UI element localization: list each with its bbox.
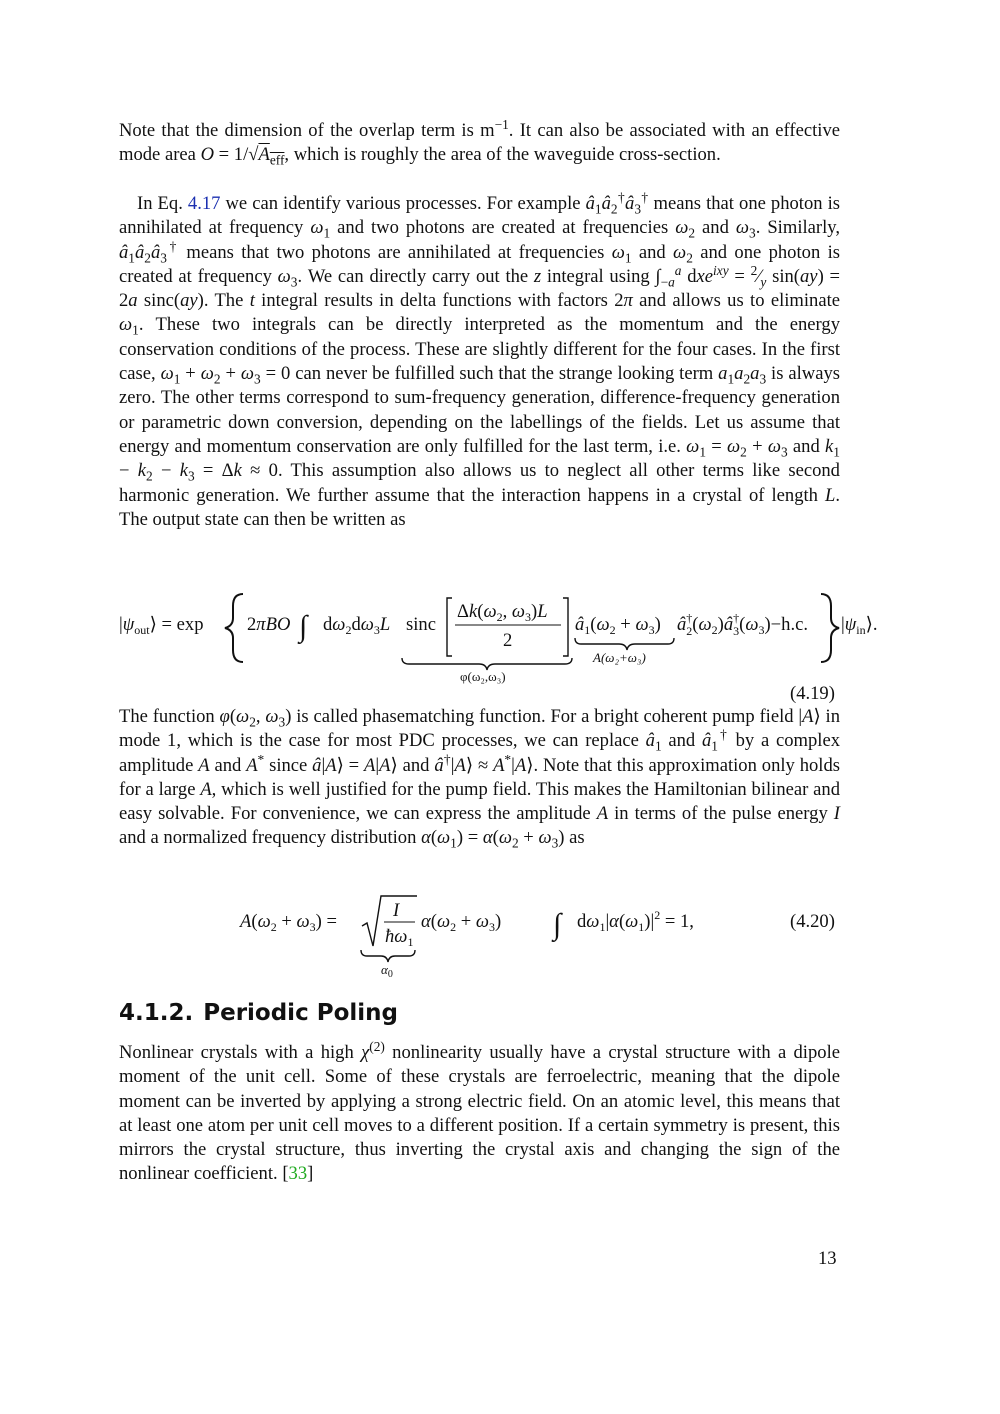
paragraph-phasematching: The function $\varphi(\omega_2$, $\omega_3$) is called phasematching function. For a bright coherent pump field |A⟩ in mode 1, which is the case for most PDC processes, we can replace $â_1$ and $â_1^\dagger$ by a complex amplitude A and A* since â|A⟩ = A|A⟩ and â†|A⟩ ≈ A*|A⟩. Note that this approximation only holds for a large A, which is well justified for the pump field. This makes the Hamiltonian bilinear and easy solvable. For convenience, we can express the amplitude A in terms of the pulse energy I and a normalized frequency distribution $\alpha(\omega_1) = \alpha(\omega_2 + \omega_3)$ as bbox=[119, 706, 841, 852]
svg-text:I: I bbox=[393, 900, 400, 921]
svg-text:2πBO: 2πBO bbox=[247, 614, 291, 635]
svg-text:sinc: sinc bbox=[406, 614, 436, 635]
section-title: Periodic Poling bbox=[203, 1000, 398, 1026]
svg-text:â†2(ω2)â†3(ω3)−h.c.: â† $2(\omega_2)â^\dagger$ $3(\omega_3)-h.c$. bbox=[677, 611, 809, 638]
equation-number-4-19: (4.19) bbox=[790, 683, 835, 704]
equation-4-20-graphic bbox=[119, 890, 890, 980]
svg-text:∫: ∫ bbox=[553, 908, 562, 941]
equation-reference-link[interactable]: 4.17 bbox=[187, 193, 221, 214]
page-number: 13 bbox=[818, 1248, 837, 1269]
svg-text:2: 2 bbox=[503, 630, 513, 651]
svg-text:∫: ∫ bbox=[299, 610, 308, 643]
equation-4-19 bbox=[119, 584, 890, 684]
eq419-brace2-label: A(ω₂+ω₃) bbox=[593, 650, 646, 665]
svg-text:dω2dω3L: $d\omega_2d\omega_3L$ bbox=[323, 614, 391, 637]
svg-text:ħω1: $ħ\omega_1$ bbox=[385, 926, 414, 949]
equation-4-20 bbox=[119, 890, 890, 980]
equation-4-19-graphic bbox=[119, 584, 890, 684]
citation-link[interactable]: 33 bbox=[288, 1163, 308, 1185]
eq419-lhs: $|\psi_{out}⟩ = \exp$ bbox=[119, 614, 204, 637]
paragraph-processes: In Eq. 4.17 we can identify various processes. For example $â_1â_2^\dagger â_3^\dagger$ means that one photon is annihilated at frequency $\omega_1$ and two photons are created at frequencies $\omega_2$ and $\omega_3$. Similarly, $â_1â_2â_3^\dagger$ means that two photons are annihilated at frequencies $\omega_1$ and $\omega_2$ and one photon is created at frequency $\omega_3$. We can directly carry out the z integral using $\int_{-a}^a$ $dxe^{ixy} = ^2⁄_y$ sin(ay) = 2a sinc(ay). The t integral results in delta functions with factors 2π and allows us to eliminate $\omega_1$. These two integrals can be directly interpreted as the momentum and the energy conservation conditions of the process. These are slightly different for the four cases. In the first case, $\omega_1 + \omega_2 + \omega_3 = 0$ can never be fulfilled such that the strange looking term $a_1a_2a_3$ is always zero. The other terms correspond to sum-frequency generation, difference-frequency generation or parametric down conversion, depending on the labellings of the fields. Let us assume that energy and momentum conservation are only fulfilled for the last term, i.e. $\omega_1 = \omega_2 + \omega_3$ and $k_1 - k_2 - k_3 = \Delta k \approx 0$. This assumption also allows us to neglect all other terms like second harmonic generation. We further assume that the interaction happens in a crystal of length L. The output state can then be written as bbox=[119, 189, 841, 530]
svg-text:A(ω2 + ω3) =: $A(\omega_2 + \omega_3)$ = bbox=[240, 911, 337, 934]
svg-text:α(ω2 + ω3): $\alpha(\omega_2 + \omega_3)$ bbox=[421, 911, 502, 934]
equation-number-4-20: (4.20) bbox=[790, 911, 835, 932]
svg-text:Δk(ω2, ω3)L: $\Delta k(\omega_2$, $\omega_3)L$ bbox=[457, 601, 548, 624]
paragraph-periodic-poling: Nonlinear crystals with a high $\chi^{(2)}$ nonlinearity usually have a crystal structure with a dipole moment of the unit cell. Some of these crystals are ferroelectric, meaning that the dipole moment can be inverted by applying a strong electric field. On an atomic level, this means that at least one atom per unit cell moves to a different position. If a certain symmetry is present, this mirrors the crystal structure, thus inverting the crystal axis and changing the sign of the nonlinear coefficient. [33] bbox=[119, 1038, 840, 1185]
svg-text:|ψin⟩.: $|\psi_{in}⟩$. bbox=[841, 614, 878, 637]
eq419-brace1-label: φ(ω₂,ω₃) bbox=[460, 669, 506, 684]
svg-text:dω1|α(ω1)|2 = 1,: $d\omega_1|\alpha(\omega_1)|^2 = 1$, bbox=[577, 908, 694, 934]
svg-text:α0: $\alpha_0$ bbox=[381, 962, 393, 980]
svg-text:â1(ω2 + ω3): $â_1(\omega_2 + \omega_3)$ bbox=[575, 614, 661, 637]
section-number: 4.1.2. bbox=[119, 1000, 194, 1026]
section-heading bbox=[119, 998, 408, 1028]
paragraph-overlap-dimension: Note that the dimension of the overlap term is $m^{-1}$. It can also be associated with an effective mode area $O = 1/√A_{eff}$, which is roughly the area of the waveguide cross-section. bbox=[119, 116, 840, 169]
